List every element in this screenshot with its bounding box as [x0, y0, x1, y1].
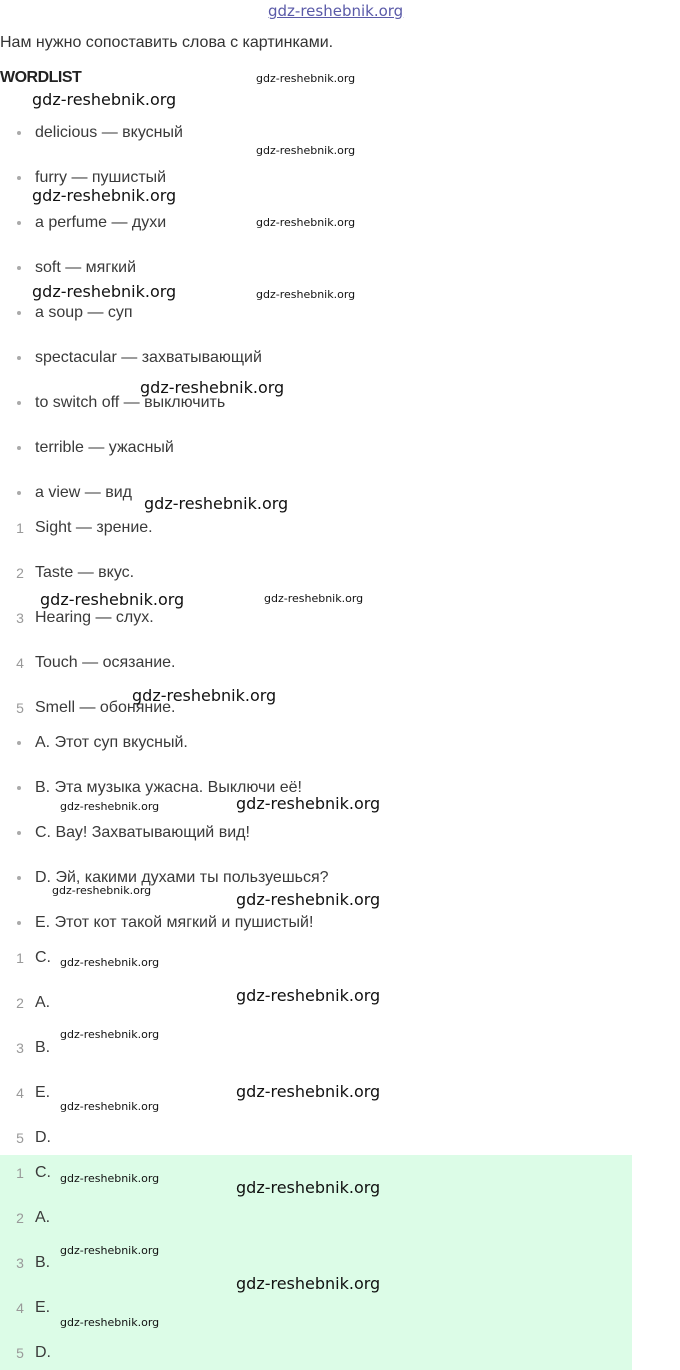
watermark: gdz-reshebnik.org: [256, 216, 356, 229]
watermark: gdz-reshebnik.org: [60, 1172, 160, 1185]
watermark: gdz-reshebnik.org: [60, 1244, 160, 1257]
intro-text: Нам нужно сопоставить слова с картинками.: [0, 34, 334, 51]
watermark: gdz-reshebnik.org: [132, 686, 277, 705]
watermark: gdz-reshebnik.org: [144, 494, 289, 513]
bullet-icon: [17, 131, 21, 135]
watermark: gdz-reshebnik.org: [60, 800, 160, 813]
bullet-icon: [17, 876, 21, 880]
bullet-icon: [17, 786, 21, 790]
watermark: gdz-reshebnik.org: [236, 1178, 381, 1197]
watermark: gdz-reshebnik.org: [32, 186, 177, 205]
watermark: gdz-reshebnik.org: [52, 884, 152, 897]
watermark: gdz-reshebnik.org: [256, 72, 356, 85]
watermark: gdz-reshebnik.org: [32, 282, 177, 301]
watermark: gdz-reshebnik.org: [32, 90, 177, 109]
bullet-icon: [17, 401, 21, 405]
bullet-icon: [17, 176, 21, 180]
bullet-icon: [17, 491, 21, 495]
watermark: gdz-reshebnik.org: [236, 890, 381, 909]
bullet-icon: [17, 831, 21, 835]
wordlist-title: WORDLIST: [0, 69, 82, 86]
watermark: gdz-reshebnik.org: [40, 590, 185, 609]
watermark: gdz-reshebnik.org: [256, 144, 356, 157]
watermark: gdz-reshebnik.org: [60, 956, 160, 969]
site-link[interactable]: gdz-reshebnik.org: [268, 2, 404, 20]
watermark: gdz-reshebnik.org: [236, 1274, 381, 1293]
bullet-icon: [17, 921, 21, 925]
bullet-icon: [17, 311, 21, 315]
watermark: gdz-reshebnik.org: [60, 1028, 160, 1041]
watermark: gdz-reshebnik.org: [264, 592, 364, 605]
bullet-icon: [17, 741, 21, 745]
watermark: gdz-reshebnik.org: [140, 378, 285, 397]
bullet-icon: [17, 221, 21, 225]
watermark: gdz-reshebnik.org: [60, 1100, 160, 1113]
bullet-icon: [17, 266, 21, 270]
watermark: gdz-reshebnik.org: [236, 794, 381, 813]
bullet-icon: [17, 446, 21, 450]
watermark: gdz-reshebnik.org: [256, 288, 356, 301]
watermark: gdz-reshebnik.org: [60, 1316, 160, 1329]
bullet-icon: [17, 356, 21, 360]
watermark: gdz-reshebnik.org: [236, 1082, 381, 1101]
watermark: gdz-reshebnik.org: [236, 986, 381, 1005]
